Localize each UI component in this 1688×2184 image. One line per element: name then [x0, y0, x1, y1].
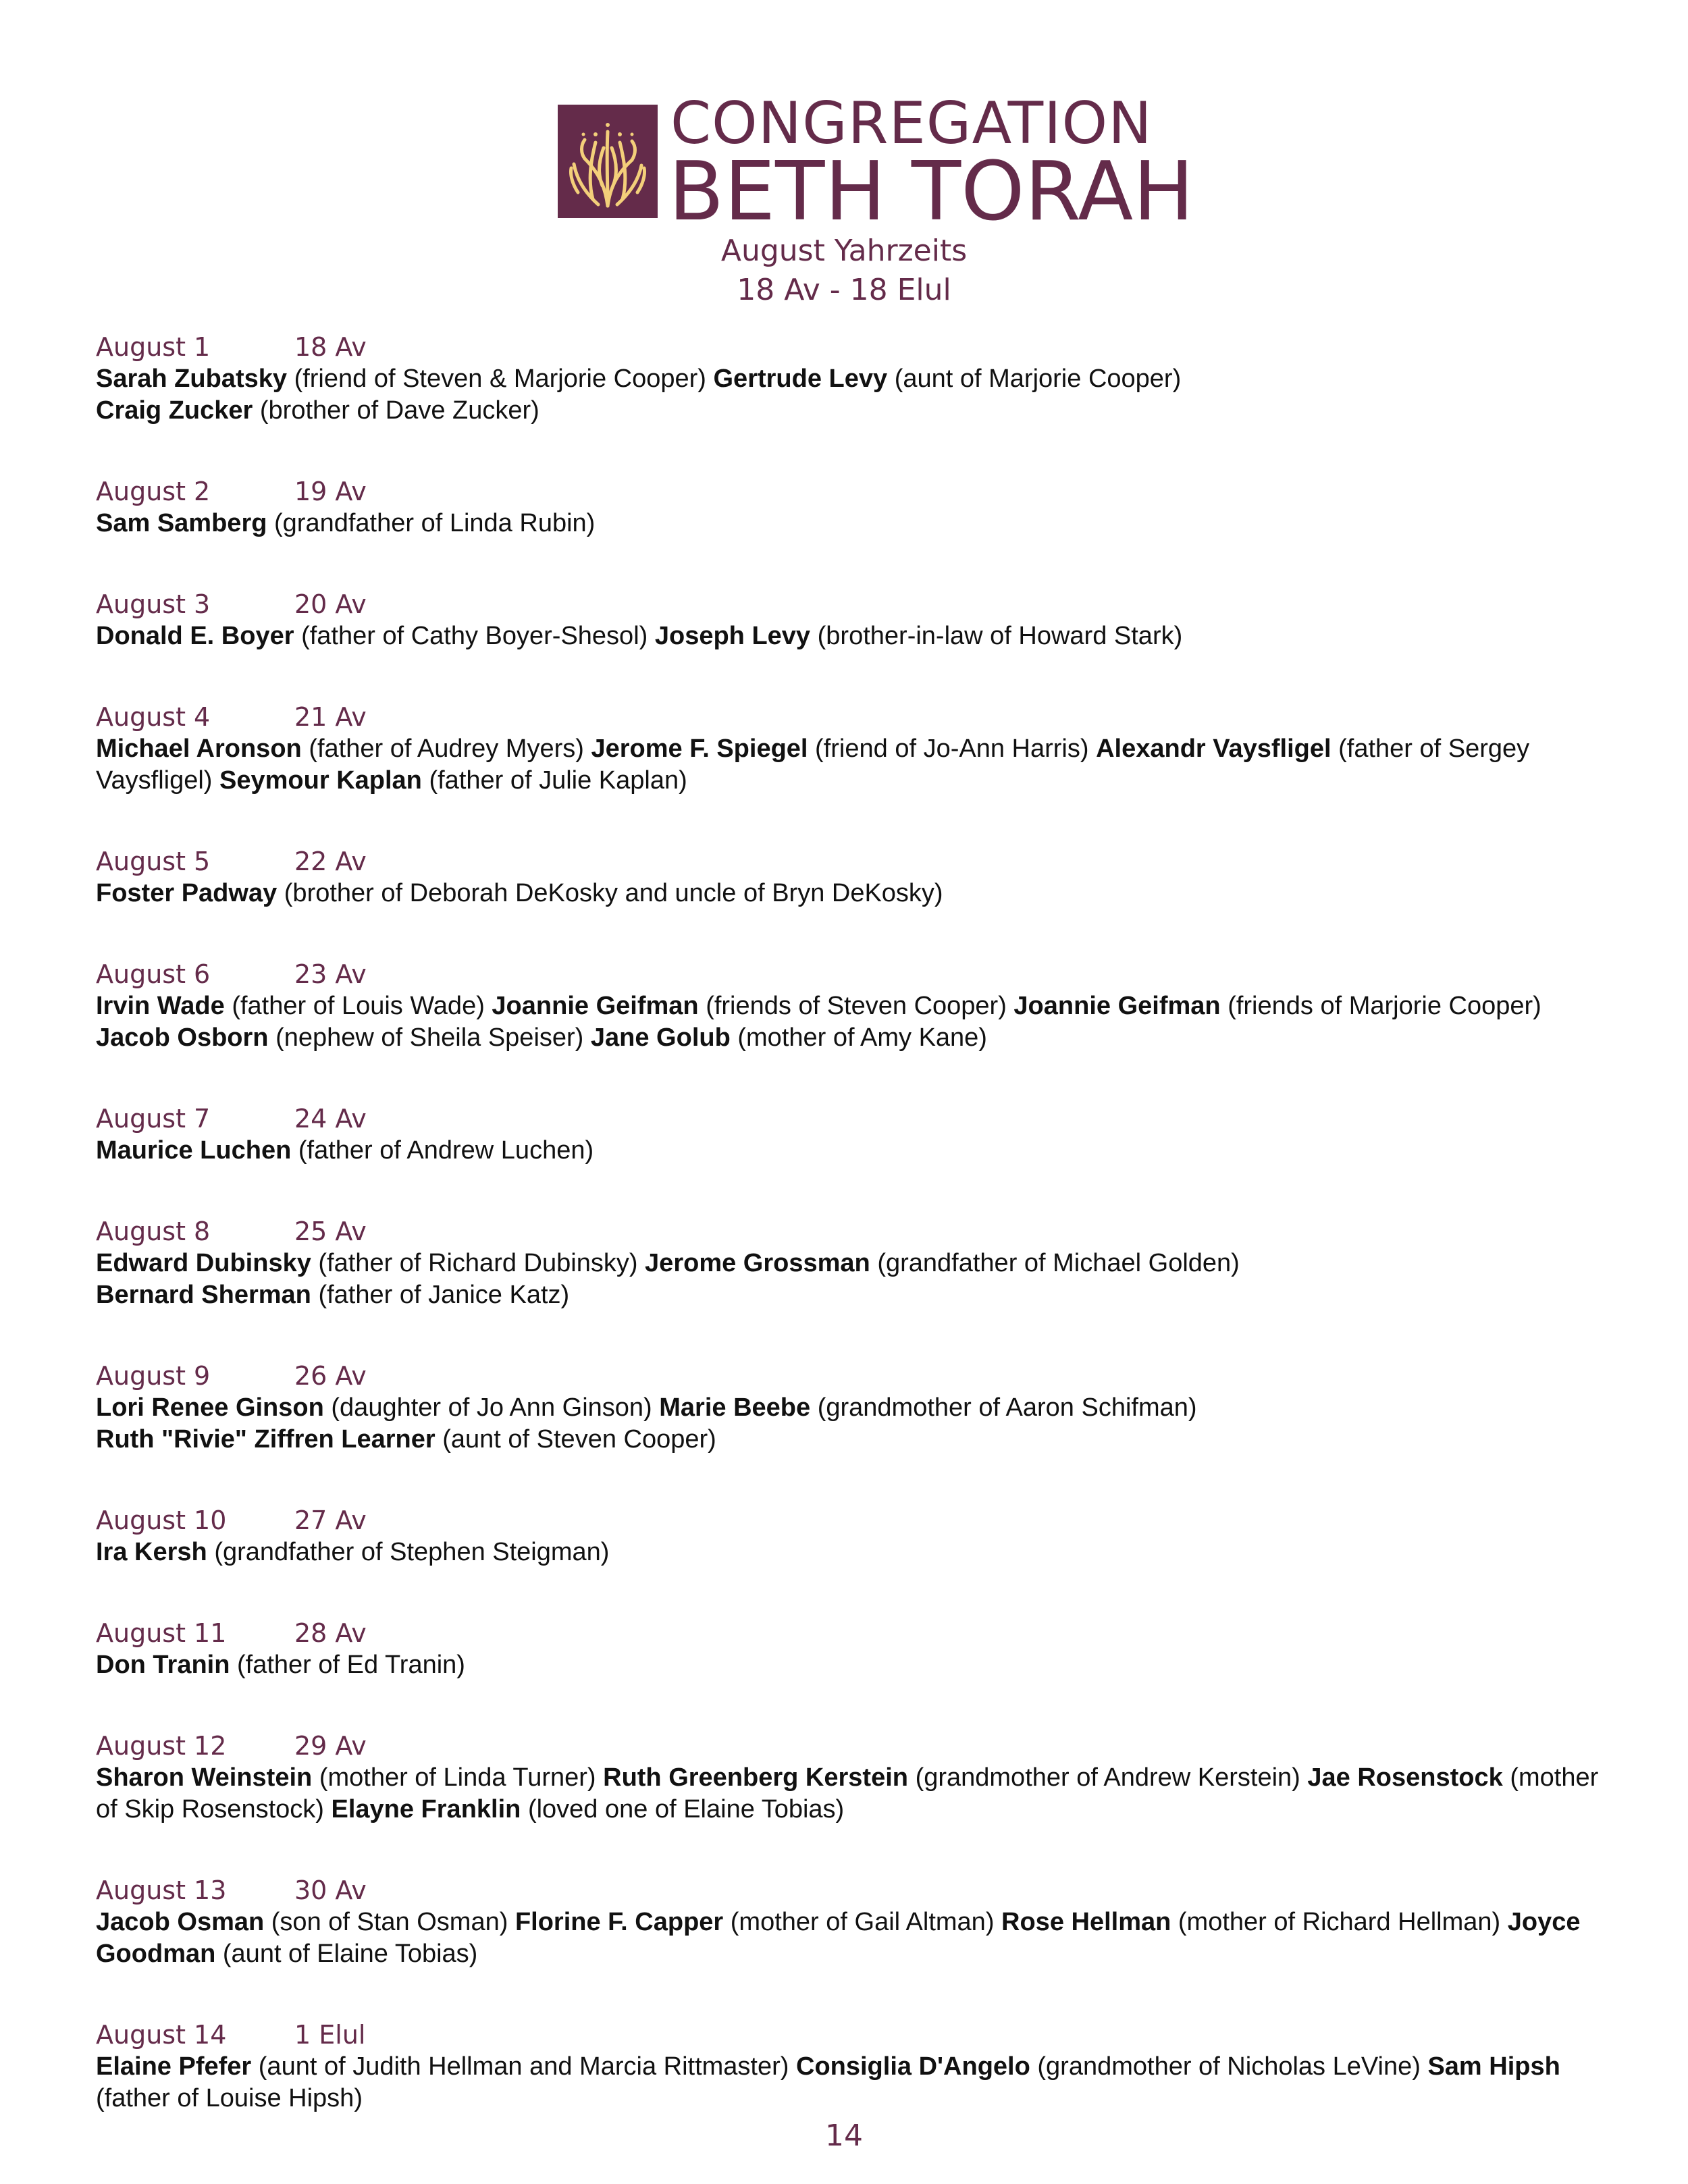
- deceased-name: Elaine Pfefer: [96, 2052, 252, 2081]
- relation-text: (grandfather of Michael Golden): [877, 1249, 1240, 1277]
- hebrew-date: 23 Av: [294, 959, 367, 989]
- gregorian-date: August 3: [96, 589, 211, 619]
- deceased-name: Sharon Weinstein: [96, 1763, 313, 1792]
- hebrew-date: 24 Av: [294, 1104, 367, 1134]
- relation-text: (father of Louis Wade): [232, 992, 485, 1020]
- yahrzeit-entry: [96, 1360, 1602, 1456]
- deceased-name: Ira Kersh: [96, 1538, 207, 1566]
- relation-text: (father of Janice Katz): [318, 1281, 570, 1309]
- gregorian-date: August 2: [96, 477, 211, 506]
- page-title: August Yahrzeits: [720, 234, 968, 268]
- gregorian-date: August 7: [96, 1104, 211, 1134]
- deceased-name: Jacob Osman: [96, 1908, 265, 1936]
- entry-date-line: [96, 588, 1602, 620]
- relation-text: (friends of Steven Cooper): [706, 992, 1007, 1020]
- entry-names: [96, 878, 1602, 909]
- entry-names: [96, 990, 1602, 1054]
- yahrzeit-entry: [96, 1617, 1602, 1681]
- entry-names: [96, 1649, 1602, 1681]
- relation-text: (brother of Deborah DeKosky and uncle of Bryn DeKosky): [284, 879, 943, 907]
- yahrzeit-entry: [96, 845, 1602, 909]
- relation-text: (aunt of Steven Cooper): [442, 1425, 716, 1454]
- deceased-name: Alexandr Vaysfligel: [1096, 735, 1331, 763]
- entry-names: [96, 1248, 1602, 1311]
- relation-text: (mother of Linda Turner): [319, 1763, 596, 1792]
- relation-text: (mother of Skip Rosenstock): [96, 1763, 1599, 1823]
- relation-text: (daughter of Jo Ann Ginson): [331, 1393, 652, 1422]
- entry-date-line: [96, 958, 1602, 990]
- deceased-name: Seymour Kaplan: [219, 766, 422, 795]
- entry-names: [96, 2051, 1602, 2114]
- entry-date-line: [96, 1504, 1602, 1537]
- deceased-name: Edward Dubinsky: [96, 1249, 311, 1277]
- deceased-name: Gertrude Levy: [713, 365, 888, 393]
- hebrew-date: 18 Av: [294, 332, 367, 362]
- relation-text: (mother of Richard Hellman): [1178, 1908, 1501, 1936]
- gregorian-date: August 4: [96, 702, 211, 732]
- relation-text: (father of Ed Tranin): [237, 1651, 465, 1679]
- hebrew-date: 25 Av: [294, 1217, 367, 1246]
- hebrew-date: 28 Av: [294, 1618, 367, 1648]
- yahrzeit-entry: [96, 701, 1602, 797]
- relation-text: (father of Cathy Boyer-Shesol): [301, 622, 648, 650]
- relation-text: (brother-in-law of Howard Stark): [817, 622, 1183, 650]
- relation-text: (loved one of Elaine Tobias): [527, 1795, 845, 1823]
- entry-date-line: [96, 331, 1602, 363]
- relation-text: (grandfather of Linda Rubin): [274, 509, 596, 537]
- logo-text-beth-torah: BETH TORAH: [668, 145, 1194, 239]
- entry-date-line: [96, 1730, 1602, 1762]
- page-header: [0, 0, 1688, 317]
- deceased-name: Maurice Luchen: [96, 1136, 292, 1165]
- relation-text: (aunt of Elaine Tobias): [222, 1940, 478, 1968]
- relation-text: (friend of Jo-Ann Harris): [815, 735, 1089, 763]
- entry-names: [96, 508, 1602, 539]
- yahrzeit-entry: [96, 1730, 1602, 1826]
- relation-text: (father of Sergey Vaysfligel): [96, 735, 1530, 795]
- yahrzeit-entry: [96, 331, 1602, 427]
- entry-names: [96, 1907, 1602, 1970]
- deceased-name: Lori Renee Ginson: [96, 1393, 324, 1422]
- relation-text: (father of Julie Kaplan): [429, 766, 687, 795]
- deceased-name: Ruth "Rivie" Ziffren Learner: [96, 1425, 436, 1454]
- entry-date-line: [96, 475, 1602, 508]
- relation-text: (grandmother of Andrew Kerstein): [915, 1763, 1300, 1792]
- relation-text: (son of Stan Osman): [271, 1908, 508, 1936]
- entry-date-line: [96, 1102, 1602, 1135]
- relation-text: (friends of Marjorie Cooper): [1228, 992, 1541, 1020]
- hebrew-date-range: 18 Av - 18 Elul: [737, 273, 951, 307]
- deceased-name: Donald E. Boyer: [96, 622, 294, 650]
- entry-date-line: [96, 2019, 1602, 2051]
- deceased-name: Jae Rosenstock: [1307, 1763, 1503, 1792]
- yahrzeit-entry: [96, 588, 1602, 652]
- page-number: 14: [825, 2119, 863, 2153]
- hebrew-date: 21 Av: [294, 702, 367, 732]
- yahrzeit-entry: [96, 1504, 1602, 1568]
- deceased-name: Elayne Franklin: [331, 1795, 521, 1823]
- hebrew-date: 30 Av: [294, 1875, 367, 1905]
- relation-text: (aunt of Marjorie Cooper): [894, 365, 1182, 393]
- entry-names: [96, 1762, 1602, 1826]
- deceased-name: Rose Hellman: [1001, 1908, 1171, 1936]
- gregorian-date: August 6: [96, 959, 211, 989]
- entry-names: [96, 733, 1602, 797]
- entry-names: [96, 1135, 1602, 1167]
- entry-date-line: [96, 1617, 1602, 1649]
- deceased-name: Joannie Geifman: [1013, 992, 1221, 1020]
- relation-text: (mother of Amy Kane): [737, 1023, 987, 1052]
- relation-text: (brother of Dave Zucker): [259, 396, 539, 425]
- deceased-name: Jane Golub: [590, 1023, 731, 1052]
- relation-text: (friend of Steven & Marjorie Cooper): [294, 365, 706, 393]
- gregorian-date: August 9: [96, 1361, 211, 1391]
- gregorian-date: August 1: [96, 332, 211, 362]
- hebrew-date: 22 Av: [294, 847, 367, 876]
- gregorian-date: August 13: [96, 1875, 227, 1905]
- hebrew-date: 29 Av: [294, 1731, 367, 1761]
- entry-date-line: [96, 1215, 1602, 1248]
- deceased-name: Foster Padway: [96, 879, 278, 907]
- entry-names: [96, 1392, 1602, 1456]
- deceased-name: Joyce Goodman: [96, 1908, 1581, 1968]
- gregorian-date: August 12: [96, 1731, 227, 1761]
- deceased-name: Sam Hipsh: [1427, 2052, 1560, 2081]
- deceased-name: Jerome Grossman: [645, 1249, 870, 1277]
- gregorian-date: August 10: [96, 1506, 227, 1535]
- deceased-name: Don Tranin: [96, 1651, 230, 1679]
- gregorian-date: August 8: [96, 1217, 211, 1246]
- yahrzeit-entry: [96, 1102, 1602, 1167]
- gregorian-date: August 5: [96, 847, 211, 876]
- entry-date-line: [96, 701, 1602, 733]
- yahrzeit-entry: [96, 2019, 1602, 2114]
- entry-names: [96, 363, 1602, 427]
- hebrew-date: 19 Av: [294, 477, 367, 506]
- deceased-name: Marie Beebe: [659, 1393, 811, 1422]
- entry-date-line: [96, 1360, 1602, 1392]
- deceased-name: Irvin Wade: [96, 992, 225, 1020]
- relation-text: (grandmother of Nicholas LeVine): [1037, 2052, 1421, 2081]
- relation-text: (father of Andrew Luchen): [298, 1136, 594, 1165]
- hebrew-date: 27 Av: [294, 1506, 367, 1535]
- relation-text: (grandmother of Aaron Schifman): [817, 1393, 1197, 1422]
- deceased-name: Sam Samberg: [96, 509, 267, 537]
- relation-text: (father of Louise Hipsh): [96, 2084, 363, 2112]
- deceased-name: Jacob Osborn: [96, 1023, 269, 1052]
- relation-text: (mother of Gail Altman): [730, 1908, 995, 1936]
- yahrzeit-list: [96, 331, 1602, 2163]
- relation-text: (father of Richard Dubinsky): [318, 1249, 638, 1277]
- deceased-name: Craig Zucker: [96, 396, 253, 425]
- relation-text: (father of Audrey Myers): [309, 735, 584, 763]
- deceased-name: Jerome F. Spiegel: [591, 735, 808, 763]
- relation-text: (aunt of Judith Hellman and Marcia Rittmaster): [258, 2052, 789, 2081]
- hebrew-date: 1 Elul: [294, 2020, 366, 2050]
- deceased-name: Joseph Levy: [654, 622, 811, 650]
- entry-date-line: [96, 1874, 1602, 1907]
- gregorian-date: August 11: [96, 1618, 227, 1648]
- yahrzeit-entry: [96, 475, 1602, 539]
- entry-names: [96, 620, 1602, 652]
- yahrzeit-entry: [96, 1215, 1602, 1311]
- relation-text: (nephew of Sheila Speiser): [275, 1023, 584, 1052]
- entry-names: [96, 1537, 1602, 1568]
- yahrzeit-entry: [96, 1874, 1602, 1970]
- deceased-name: Florine F. Capper: [515, 1908, 724, 1936]
- relation-text: (grandfather of Stephen Steigman): [214, 1538, 610, 1566]
- deceased-name: Sarah Zubatsky: [96, 365, 287, 393]
- hebrew-date: 26 Av: [294, 1361, 367, 1391]
- deceased-name: Consiglia D'Angelo: [796, 2052, 1030, 2081]
- entry-date-line: [96, 845, 1602, 878]
- deceased-name: Bernard Sherman: [96, 1281, 311, 1309]
- gregorian-date: August 14: [96, 2020, 227, 2050]
- deceased-name: Ruth Greenberg Kerstein: [603, 1763, 908, 1792]
- deceased-name: Joannie Geifman: [492, 992, 699, 1020]
- logo-text-congregation: CONGREGATION: [670, 90, 1153, 157]
- deceased-name: Michael Aronson: [96, 735, 302, 763]
- hebrew-date: 20 Av: [294, 589, 367, 619]
- yahrzeit-entry: [96, 958, 1602, 1054]
- burning-bush-logo-icon: [558, 105, 658, 218]
